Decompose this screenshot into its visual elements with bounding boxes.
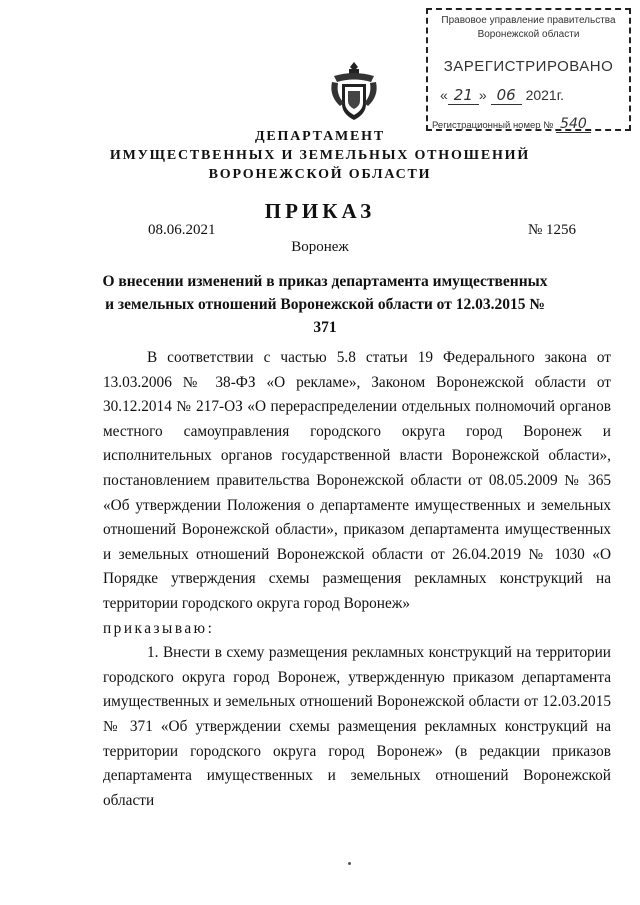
stamp-month: 06 [491, 86, 522, 105]
stamp-year: 2021 [525, 87, 557, 103]
department-name-line-2: ИМУЩЕСТВЕННЫХ И ЗЕМЕЛЬНЫХ ОТНОШЕНИЙ [109, 148, 531, 163]
stamp-registered-label: ЗАРЕГИСТРИРОВАНО [443, 58, 614, 75]
document-body [103, 346, 611, 813]
order-date: 08.06.2021 [148, 222, 216, 238]
item-1-paragraph: 1. Внести в схему размещения рекламных конструкций на территории городского округа город Воронеж, утвержденную приказом департамента имущественных и земельных отношений Воронежской области от 12.03.2015 № 371 «Об утверждении схемы размещения рекламных конструкций на территории городского округа город Воронеж» (в редакции приказов департамента имущественных и земельных отношений Воронежской области [103, 644, 611, 809]
stamp-authority-line-1: Правовое управление правительства [441, 15, 616, 26]
stamp-authority-line-2: Воронежской области [477, 29, 580, 40]
order-city: Воронеж [291, 239, 349, 255]
registration-stamp [426, 8, 631, 131]
stamp-reg-label: Регистрационный номер № [432, 120, 554, 131]
department-name-line-1: ДЕПАРТАМЕНТ [254, 129, 386, 144]
orders-word: приказываю: [103, 619, 215, 637]
document-title: ПРИКАЗ [264, 199, 376, 223]
department-name-line-3: ВОРОНЕЖСКОЙ ОБЛАСТИ [208, 167, 432, 182]
coat-of-arms-icon [328, 60, 380, 124]
stamp-date: « 21 » 06 2021г. [440, 86, 565, 104]
stamp-reg-number: 540 [556, 116, 591, 133]
order-number: № 1256 [528, 222, 577, 238]
order-subject: О внесении изменений в приказ департамента имущественных и земельных отношений Воронежской области от 12.03.2015 № 371 [102, 273, 548, 336]
preamble-paragraph: В соответствии с частью 5.8 статьи 19 Федерального закона от 13.03.2006 № 38-ФЗ «О рекламе», Законом Воронежской области от 30.12.2014 № 217-ОЗ «О перераспределении отдельных полномочий органов местного самоуправления городского округа город Воронеж и исполнительных органов государственной власти Воронежской области», постановлением правительства Воронежской области от 08.05.2009 № 365 «Об утверждении Положения о департаменте имущественных и земельных отношений Воронежской области», приказом департамента имущественных и земельных отношений Воронежской области от 26.04.2019 № 1030 «О Порядке утверждения схемы размещения рекламных конструкций на территории городского округа город Воронеж» [103, 349, 611, 612]
scan-speck [348, 862, 351, 865]
stamp-day: 21 [448, 86, 479, 105]
